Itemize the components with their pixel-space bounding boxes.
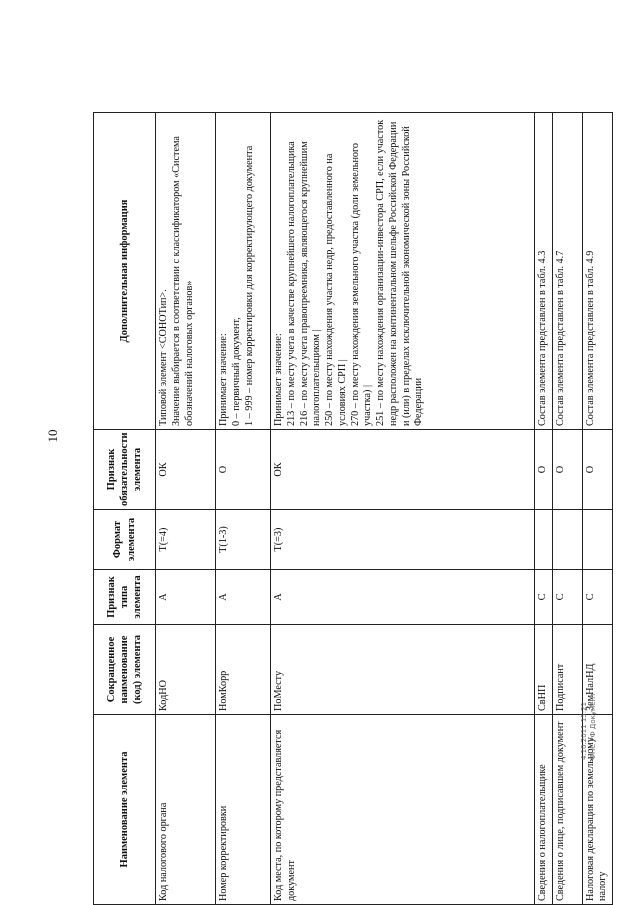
cell-code: ЗемНалНД xyxy=(582,625,613,715)
page-number: 10 xyxy=(45,429,60,443)
cell-name: Сведения о налогоплательщике xyxy=(534,715,552,905)
cell-format xyxy=(552,510,582,570)
cell-format: Т(1-3) xyxy=(216,510,271,570)
header-code: Сокращенное наименование (код) элемента xyxy=(94,625,156,715)
header-info: Дополнительная информация xyxy=(94,113,156,430)
header-format: Формат элемента xyxy=(94,510,156,570)
cell-format xyxy=(582,510,613,570)
cell-name: Сведения о лице, подписавшем документ xyxy=(552,715,582,905)
cell-code: СвНП xyxy=(534,625,552,715)
cell-type: А xyxy=(156,570,216,625)
cell-required: О xyxy=(582,430,613,510)
stamp-line: ФНС РФ Документ xyxy=(589,692,598,760)
cell-name: Код налогового органа xyxy=(156,715,216,905)
elements-table xyxy=(93,112,613,905)
header-type: Признак типа элемента xyxy=(94,570,156,625)
info-line: Принимает значение: xyxy=(218,333,229,426)
stamp-line: 4.10.2011 15:21 xyxy=(580,701,588,760)
table-row xyxy=(582,113,613,905)
info-line: Состав элемента представлен в табл. 4.9 xyxy=(584,250,596,426)
info-line: Типовой элемент <СОНОТип>. xyxy=(158,289,169,426)
cell-type: А xyxy=(216,570,271,625)
cell-format: Т(=3) xyxy=(271,510,535,570)
header-name: Наименование элемента xyxy=(94,715,156,905)
table-row xyxy=(271,113,535,905)
cell-type: С xyxy=(582,570,613,625)
cell-info xyxy=(582,113,613,430)
cell-required: ОК xyxy=(156,430,216,510)
info-line: 0 – первичный документ, xyxy=(230,317,242,426)
table-row xyxy=(156,113,216,905)
cell-code: ПоМесту xyxy=(271,625,535,715)
info-line: Принимает значение: xyxy=(273,333,284,426)
cell-code: Подписант xyxy=(552,625,582,715)
table-row xyxy=(216,113,271,905)
info-line: 213 – по месту учета в качестве крупнейшего налогоплательщика xyxy=(285,141,297,426)
cell-info xyxy=(156,113,216,430)
cell-required: О xyxy=(552,430,582,510)
cell-format: Т(=4) xyxy=(156,510,216,570)
info-line: 270 – по месту нахождения земельного участка (доли земельного участка) | xyxy=(349,142,374,426)
table-container xyxy=(93,113,613,905)
info-line: 250 – по месту нахождения участка недр, предоставленного на условиях СРП | xyxy=(324,153,348,426)
cell-format xyxy=(534,510,552,570)
cell-type: С xyxy=(534,570,552,625)
cell-info xyxy=(552,113,582,430)
info-line: Состав элемента представлен в табл. 4.3 xyxy=(536,250,548,426)
cell-name: Номер корректировки xyxy=(216,715,271,905)
header-required: Признак обязательности элемента xyxy=(94,430,156,510)
table-row xyxy=(552,113,582,905)
info-line: 251 – по месту нахождения организации-инвестора СРП, если участок недр расположен на континентальном шельфе Российской Федерации и (или) в пределах исключительной экономической зоны Российской Федерации xyxy=(375,119,425,426)
cell-info xyxy=(216,113,271,430)
cell-info xyxy=(534,113,552,430)
cell-required: ОК xyxy=(271,430,535,510)
info-line: 1 – 999 – номер корректировки для корректирующего документа xyxy=(243,145,255,426)
cell-name: Налоговая декларация по земельному налогу xyxy=(582,715,613,905)
cell-code: КодНО xyxy=(156,625,216,715)
table-row xyxy=(534,113,552,905)
footer-stamp xyxy=(580,640,598,760)
info-line: Значение выбирается в соответствии с классификатором «Система обозначений налоговых органов» xyxy=(170,136,195,426)
cell-type: А xyxy=(271,570,535,625)
cell-required: О xyxy=(534,430,552,510)
cell-info xyxy=(271,113,535,430)
cell-name: Код места, по которому представляется документ xyxy=(271,715,535,905)
cell-type: С xyxy=(552,570,582,625)
info-line: Состав элемента представлен в табл. 4.7 xyxy=(554,250,566,426)
cell-code: НомКорр xyxy=(216,625,271,715)
cell-required: О xyxy=(216,430,271,510)
info-line: 216 – по месту учета правопреемника, являющегося крупнейшим налогоплательщиком | xyxy=(298,141,323,426)
header-row xyxy=(94,113,156,905)
